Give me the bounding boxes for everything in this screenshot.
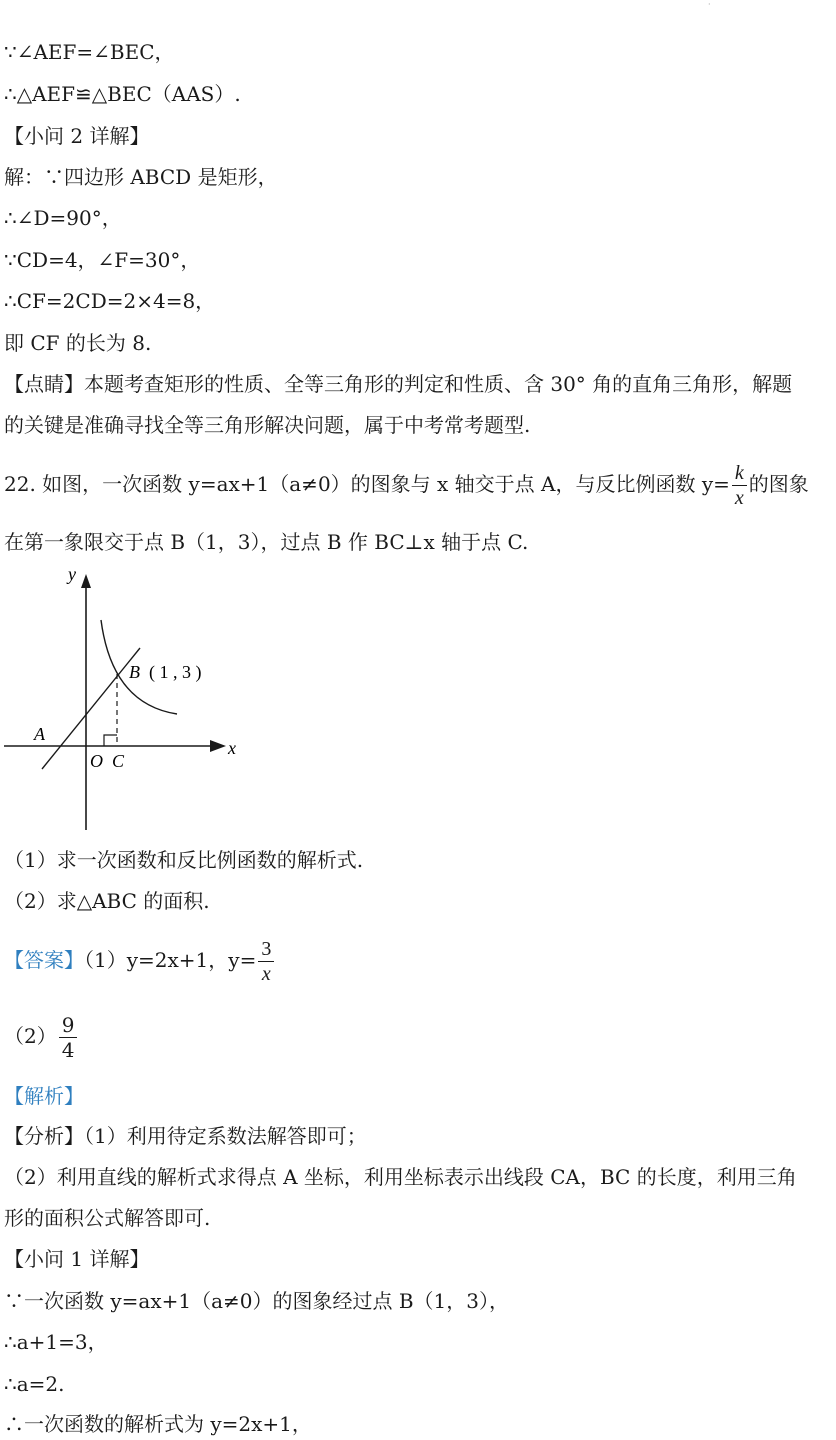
analysis-line-1: 【分析】（1）利用待定系数法解答即可； bbox=[4, 1124, 367, 1148]
solution-line-4: ∴CF=2CD=2×4=8， bbox=[4, 289, 216, 313]
subquestion-1-heading: 【小问 1 详解】 bbox=[4, 1247, 150, 1271]
right-angle-mark bbox=[104, 735, 117, 746]
question-22-text: 22. 如图，一次函数 y=ax+1（a≠0）的图象与 x 轴交于点 A，与反比例函数 y= bbox=[4, 472, 730, 496]
label-y: y bbox=[68, 564, 76, 584]
solution-line-3: ∵CD=4，∠F=30°， bbox=[4, 248, 201, 272]
answer-line-1 bbox=[4, 932, 276, 988]
label-c: C bbox=[112, 751, 125, 771]
solution-line-1: 解：∵四边形 ABCD 是矩形， bbox=[4, 165, 278, 189]
label-a: A bbox=[34, 724, 45, 744]
analysis-line-2: （2）利用直线的解析式求得点 A 坐标，利用坐标表示出线段 CA，BC 的长度，利用三角 bbox=[4, 1165, 797, 1189]
subquestion-2-prompt: （2）求△ABC 的面积. bbox=[4, 889, 210, 913]
subquestion-2-heading: 【小问 2 详解】 bbox=[4, 124, 150, 148]
label-x: x bbox=[228, 738, 236, 758]
answer-1-text: （1）y=2x+1，y= bbox=[84, 948, 257, 972]
question-22-text-end: 的图象 bbox=[748, 472, 809, 496]
label-b: B bbox=[129, 662, 140, 682]
answer-2-text: （2） bbox=[4, 1024, 57, 1048]
answer-line-2 bbox=[4, 1008, 79, 1064]
detail-line-4: ∴一次函数的解析式为 y=2x+1， bbox=[4, 1412, 312, 1436]
subquestion-1-prompt: （1）求一次函数和反比例函数的解析式. bbox=[4, 848, 364, 872]
fraction-3-over-x bbox=[258, 937, 274, 986]
y-axis-arrow bbox=[81, 574, 91, 588]
fraction-9-over-4 bbox=[59, 1013, 78, 1062]
detail-line-1: ∵一次函数 y=ax+1（a≠0）的图象经过点 B（1，3）， bbox=[4, 1289, 510, 1313]
answer-tag: 【答案】 bbox=[4, 948, 84, 972]
label-b-coords: ( 1 , 3 ) bbox=[149, 662, 202, 682]
question-22-line-2: 在第一象限交于点 B（1，3），过点 B 作 BC⊥x 轴于点 C. bbox=[4, 530, 529, 554]
fraction-k-over-x bbox=[732, 461, 747, 510]
fraction-numerator: 9 bbox=[59, 1013, 78, 1038]
proof-line-2: ∴△AEF≌△BEC（AAS）. bbox=[4, 82, 241, 106]
fraction-denominator: x bbox=[734, 487, 744, 509]
proof-line-1: ∵∠AEF=∠BEC， bbox=[4, 40, 175, 64]
analysis-tag: 【解析】 bbox=[4, 1084, 84, 1108]
solution-line-5: 即 CF 的长为 8. bbox=[4, 331, 152, 355]
label-o: O bbox=[90, 751, 103, 771]
fraction-denominator: 4 bbox=[61, 1038, 75, 1062]
fraction-denominator: x bbox=[261, 963, 271, 985]
analysis-line-3: 形的面积公式解答即可. bbox=[4, 1206, 211, 1230]
commentary-line-1: 【点睛】本题考查矩形的性质、全等三角形的判定和性质、含 30° 角的直角三角形，解题 bbox=[4, 372, 793, 396]
fraction-numerator: k bbox=[732, 461, 747, 486]
x-axis-arrow bbox=[210, 740, 226, 752]
detail-line-2: ∴a+1=3， bbox=[4, 1330, 108, 1354]
detail-line-3: ∴a=2. bbox=[4, 1372, 65, 1396]
function-graph-diagram bbox=[0, 562, 260, 834]
corner-mark: · bbox=[708, 0, 711, 9]
question-22-line-1 bbox=[4, 456, 809, 512]
solution-line-2: ∴∠D=90°， bbox=[4, 206, 122, 230]
fraction-numerator: 3 bbox=[258, 937, 274, 962]
commentary-line-2: 的关键是准确寻找全等三角形解决问题，属于中考常考题型. bbox=[4, 413, 531, 437]
